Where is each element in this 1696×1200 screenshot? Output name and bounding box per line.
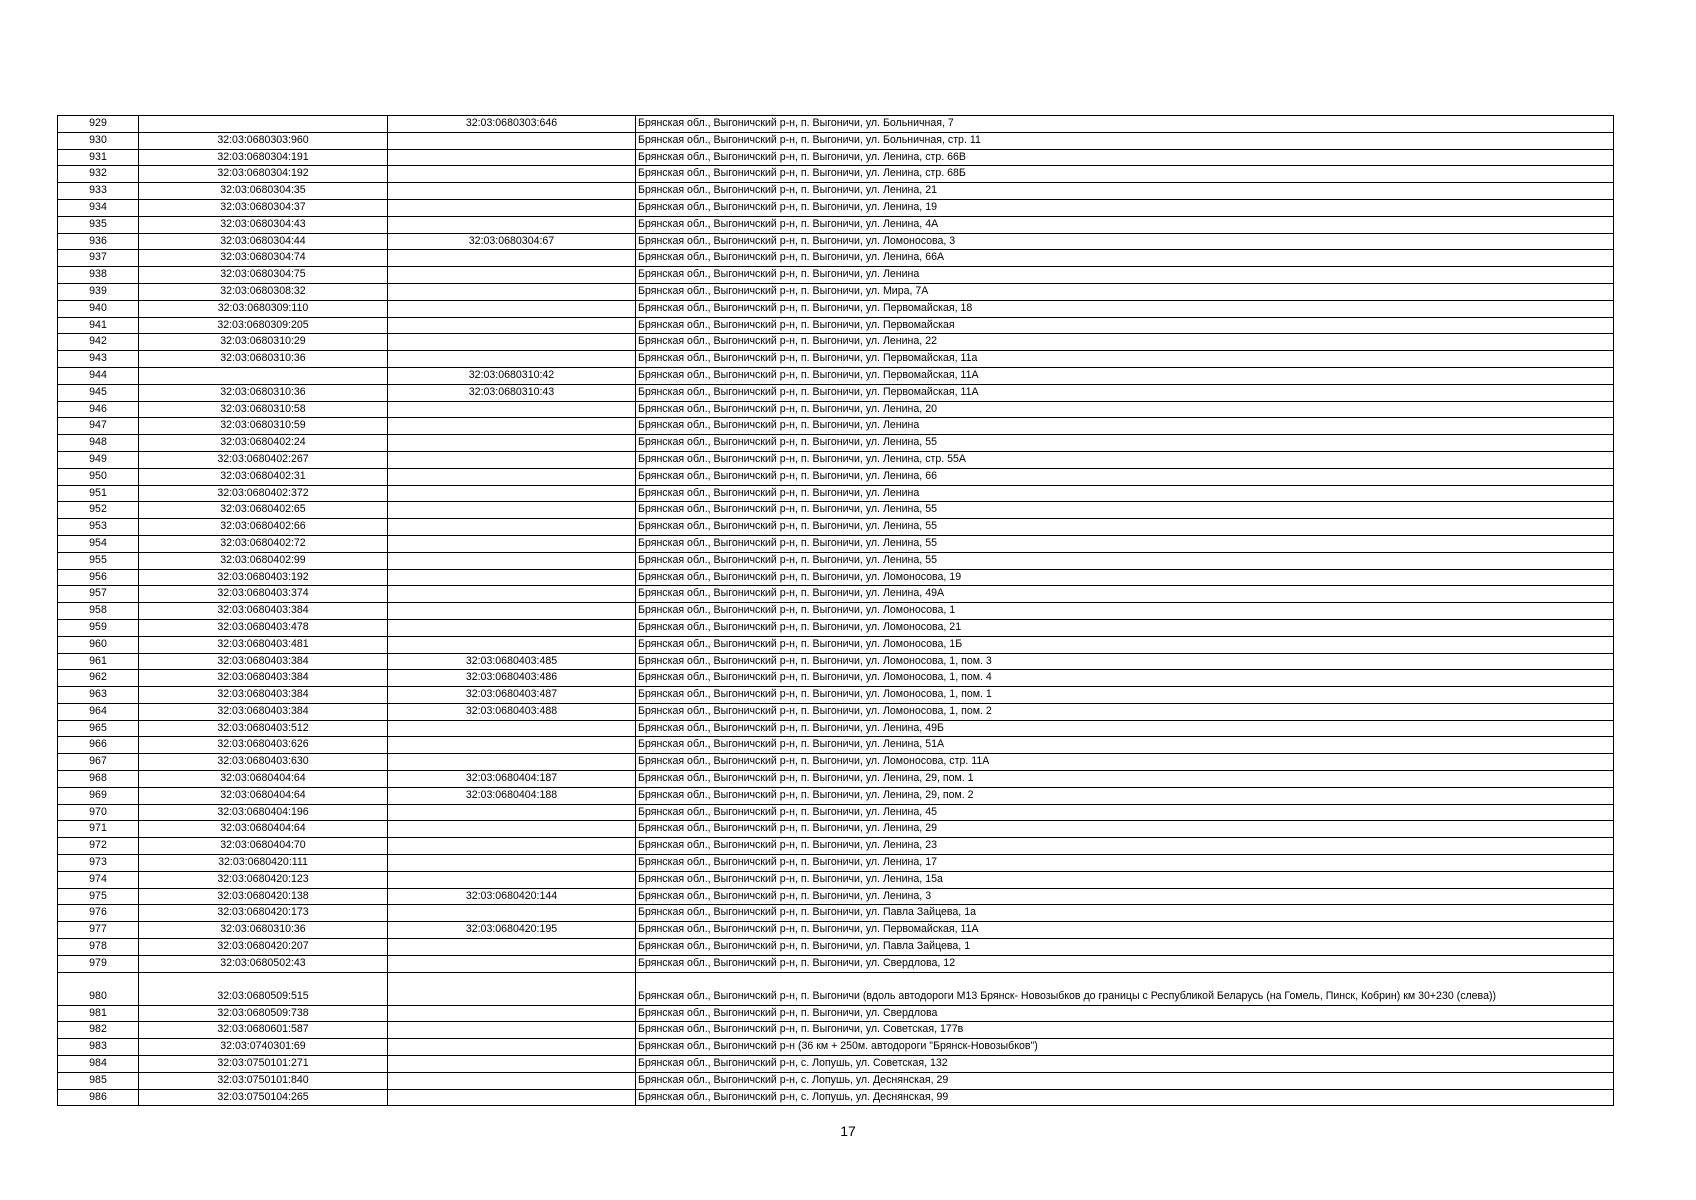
address-cell: Брянская обл., Выгоничский р-н, п. Выгоничи, ул. Свердлова, 12	[636, 955, 1614, 972]
cadastral-number-cell: 32:03:0680404:64	[139, 771, 388, 788]
table-row	[58, 317, 1614, 334]
table-row	[58, 418, 1614, 435]
related-cadastral-number-cell	[388, 737, 636, 754]
table-row	[58, 670, 1614, 687]
related-cadastral-number-cell	[388, 300, 636, 317]
related-cadastral-number-cell	[388, 535, 636, 552]
address-cell: Брянская обл., Выгоничский р-н, п. Выгоничи, ул. Ленина, стр. 68Б	[636, 166, 1614, 183]
address-cell: Брянская обл., Выгоничский р-н, п. Выгоничи, ул. Ленина, 15а	[636, 871, 1614, 888]
address-cell: Брянская обл., Выгоничский р-н, п. Выгоничи, ул. Ленина, 20	[636, 401, 1614, 418]
table-row	[58, 351, 1614, 368]
table-row	[58, 367, 1614, 384]
row-number-cell: 962	[58, 670, 139, 687]
row-number-cell: 945	[58, 384, 139, 401]
cadastral-number-cell	[139, 367, 388, 384]
cadastral-number-cell: 32:03:0680402:99	[139, 552, 388, 569]
address-cell: Брянская обл., Выгоничский р-н, п. Выгоничи, ул. Ломоносова, 3	[636, 233, 1614, 250]
row-number-cell: 974	[58, 871, 139, 888]
row-number-cell: 951	[58, 485, 139, 502]
land-parcel-table	[57, 115, 1614, 1106]
related-cadastral-number-cell	[388, 972, 636, 1005]
cadastral-number-cell: 32:03:0680420:123	[139, 871, 388, 888]
table-row	[58, 821, 1614, 838]
related-cadastral-number-cell: 32:03:0680404:187	[388, 771, 636, 788]
table-row	[58, 334, 1614, 351]
row-number-cell: 985	[58, 1072, 139, 1089]
related-cadastral-number-cell: 32:03:0680420:195	[388, 922, 636, 939]
row-number-cell: 980	[58, 972, 139, 1005]
cadastral-number-cell: 32:03:0680402:72	[139, 535, 388, 552]
row-number-cell: 956	[58, 569, 139, 586]
related-cadastral-number-cell	[388, 720, 636, 737]
address-cell: Брянская обл., Выгоничский р-н, п. Выгоничи, ул. Первомайская	[636, 317, 1614, 334]
related-cadastral-number-cell	[388, 519, 636, 536]
row-number-cell: 983	[58, 1039, 139, 1056]
address-cell: Брянская обл., Выгоничский р-н, п. Выгоничи, ул. Ленина, стр. 55А	[636, 451, 1614, 468]
cadastral-number-cell: 32:03:0680310:29	[139, 334, 388, 351]
cadastral-number-cell: 32:03:0680403:481	[139, 636, 388, 653]
table-row	[58, 905, 1614, 922]
row-number-cell: 961	[58, 653, 139, 670]
address-cell: Брянская обл., Выгоничский р-н, п. Выгоничи, ул. Ленина, 45	[636, 804, 1614, 821]
related-cadastral-number-cell	[388, 317, 636, 334]
table-row	[58, 1072, 1614, 1089]
row-number-cell: 968	[58, 771, 139, 788]
related-cadastral-number-cell	[388, 552, 636, 569]
row-number-cell: 978	[58, 939, 139, 956]
table-row	[58, 586, 1614, 603]
address-cell: Брянская обл., Выгоничский р-н, п. Выгоничи, ул. Ломоносова, 1, пом. 4	[636, 670, 1614, 687]
row-number-cell: 938	[58, 267, 139, 284]
row-number-cell: 958	[58, 603, 139, 620]
cadastral-number-cell: 32:03:0680404:196	[139, 804, 388, 821]
row-number-cell: 970	[58, 804, 139, 821]
table-row	[58, 283, 1614, 300]
cadastral-number-cell: 32:03:0680502:43	[139, 955, 388, 972]
cadastral-number-cell: 32:03:0680304:192	[139, 166, 388, 183]
related-cadastral-number-cell	[388, 451, 636, 468]
row-number-cell: 965	[58, 720, 139, 737]
table-row	[58, 199, 1614, 216]
address-cell: Брянская обл., Выгоничский р-н, п. Выгоничи, ул. Ленина, 3	[636, 888, 1614, 905]
cadastral-number-cell: 32:03:0680309:110	[139, 300, 388, 317]
address-cell: Брянская обл., Выгоничский р-н, п. Выгоничи (вдоль автодороги М13 Брянск- Новозыбков до границы с Республикой Беларусь (на Гомель, Пинск, Кобрин) км 30+230 (слева))	[636, 972, 1614, 1005]
page-number: 17	[840, 1123, 856, 1139]
cadastral-number-cell: 32:03:0680402:267	[139, 451, 388, 468]
address-cell: Брянская обл., Выгоничский р-н, п. Выгоничи, ул. Ленина, 49Б	[636, 720, 1614, 737]
row-number-cell: 944	[58, 367, 139, 384]
address-cell: Брянская обл., Выгоничский р-н, п. Выгоничи, ул. Ломоносова, 1, пом. 3	[636, 653, 1614, 670]
address-cell: Брянская обл., Выгоничский р-н, п. Выгоничи, ул. Больничная, 7	[636, 116, 1614, 133]
related-cadastral-number-cell	[388, 267, 636, 284]
address-cell: Брянская обл., Выгоничский р-н, п. Выгоничи, ул. Ленина, 55	[636, 535, 1614, 552]
table-row	[58, 1039, 1614, 1056]
address-cell: Брянская обл., Выгоничский р-н, п. Выгоничи, ул. Ломоносова, стр. 11А	[636, 754, 1614, 771]
cadastral-number-cell: 32:03:0680310:36	[139, 922, 388, 939]
related-cadastral-number-cell	[388, 754, 636, 771]
cadastral-number-cell: 32:03:0680509:515	[139, 972, 388, 1005]
row-number-cell: 959	[58, 619, 139, 636]
related-cadastral-number-cell	[388, 804, 636, 821]
row-number-cell: 940	[58, 300, 139, 317]
address-cell: Брянская обл., Выгоничский р-н, п. Выгоничи, ул. Ломоносова, 19	[636, 569, 1614, 586]
cadastral-number-cell: 32:03:0750101:840	[139, 1072, 388, 1089]
related-cadastral-number-cell	[388, 1005, 636, 1022]
table-row	[58, 183, 1614, 200]
row-number-cell: 947	[58, 418, 139, 435]
cadastral-number-cell: 32:03:0680303:960	[139, 132, 388, 149]
address-cell: Брянская обл., Выгоничский р-н, п. Выгоничи, ул. Ленина, 55	[636, 435, 1614, 452]
cadastral-number-cell: 32:03:0680308:32	[139, 283, 388, 300]
row-number-cell: 966	[58, 737, 139, 754]
address-cell: Брянская обл., Выгоничский р-н, п. Выгоничи, ул. Ленина, 29, пом. 1	[636, 771, 1614, 788]
row-number-cell: 948	[58, 435, 139, 452]
related-cadastral-number-cell: 32:03:0680403:488	[388, 703, 636, 720]
related-cadastral-number-cell: 32:03:0680420:144	[388, 888, 636, 905]
table-row	[58, 502, 1614, 519]
address-cell: Брянская обл., Выгоничский р-н, п. Выгоничи, ул. Ленина, 66	[636, 468, 1614, 485]
cadastral-number-cell	[139, 116, 388, 133]
address-cell: Брянская обл., Выгоничский р-н, п. Выгоничи, ул. Ленина, 19	[636, 199, 1614, 216]
related-cadastral-number-cell	[388, 435, 636, 452]
address-cell: Брянская обл., Выгоничский р-н, п. Выгоничи, ул. Советская, 177в	[636, 1022, 1614, 1039]
table-row	[58, 485, 1614, 502]
cadastral-number-cell: 32:03:0680304:43	[139, 216, 388, 233]
cadastral-number-cell: 32:03:0680402:372	[139, 485, 388, 502]
address-cell: Брянская обл., Выгоничский р-н, п. Выгоничи, ул. Ленина, 51А	[636, 737, 1614, 754]
table-row	[58, 771, 1614, 788]
related-cadastral-number-cell	[388, 1056, 636, 1073]
cadastral-number-cell: 32:03:0680304:191	[139, 149, 388, 166]
row-number-cell: 932	[58, 166, 139, 183]
related-cadastral-number-cell	[388, 1072, 636, 1089]
cadastral-number-cell: 32:03:0680402:66	[139, 519, 388, 536]
row-number-cell: 964	[58, 703, 139, 720]
related-cadastral-number-cell	[388, 636, 636, 653]
row-number-cell: 946	[58, 401, 139, 418]
table-row	[58, 787, 1614, 804]
cadastral-number-cell: 32:03:0750104:265	[139, 1089, 388, 1106]
row-number-cell: 979	[58, 955, 139, 972]
table-row	[58, 703, 1614, 720]
cadastral-number-cell: 32:03:0680420:111	[139, 855, 388, 872]
row-number-cell: 934	[58, 199, 139, 216]
cadastral-number-cell: 32:03:0680402:24	[139, 435, 388, 452]
row-number-cell: 937	[58, 250, 139, 267]
cadastral-number-cell: 32:03:0680420:173	[139, 905, 388, 922]
address-cell: Брянская обл., Выгоничский р-н, п. Выгоничи, ул. Ленина	[636, 267, 1614, 284]
address-cell: Брянская обл., Выгоничский р-н, п. Выгоничи, ул. Ломоносова, 1, пом. 2	[636, 703, 1614, 720]
table-row	[58, 1056, 1614, 1073]
table-row	[58, 216, 1614, 233]
row-number-cell: 942	[58, 334, 139, 351]
table-row	[58, 569, 1614, 586]
row-number-cell: 982	[58, 1022, 139, 1039]
row-number-cell: 977	[58, 922, 139, 939]
cadastral-number-cell: 32:03:0680304:44	[139, 233, 388, 250]
row-number-cell: 981	[58, 1005, 139, 1022]
row-number-cell: 939	[58, 283, 139, 300]
row-number-cell: 950	[58, 468, 139, 485]
table-row	[58, 166, 1614, 183]
cadastral-number-cell: 32:03:0680402:65	[139, 502, 388, 519]
address-cell: Брянская обл., Выгоничский р-н, п. Выгоничи, ул. Ленина, 29, пом. 2	[636, 787, 1614, 804]
cadastral-number-cell: 32:03:0740301:69	[139, 1039, 388, 1056]
row-number-cell: 949	[58, 451, 139, 468]
table-row	[58, 384, 1614, 401]
address-cell: Брянская обл., Выгоничский р-н, п. Выгоничи, ул. Ломоносова, 1	[636, 603, 1614, 620]
related-cadastral-number-cell	[388, 149, 636, 166]
cadastral-number-cell: 32:03:0680403:626	[139, 737, 388, 754]
cadastral-number-cell: 32:03:0680403:384	[139, 670, 388, 687]
related-cadastral-number-cell	[388, 183, 636, 200]
address-cell: Брянская обл., Выгоничский р-н, п. Выгоничи, ул. Мира, 7А	[636, 283, 1614, 300]
cadastral-number-cell: 32:03:0680403:512	[139, 720, 388, 737]
address-cell: Брянская обл., Выгоничский р-н, п. Выгоничи, ул. Ломоносова, 21	[636, 619, 1614, 636]
row-number-cell: 967	[58, 754, 139, 771]
table-body	[58, 116, 1614, 1106]
address-cell: Брянская обл., Выгоничский р-н, п. Выгоничи, ул. Ленина, 29	[636, 821, 1614, 838]
address-cell: Брянская обл., Выгоничский р-н, п. Выгоничи, ул. Первомайская, 18	[636, 300, 1614, 317]
cadastral-number-cell: 32:03:0680402:31	[139, 468, 388, 485]
related-cadastral-number-cell	[388, 351, 636, 368]
table-row	[58, 468, 1614, 485]
cadastral-number-cell: 32:03:0680420:138	[139, 888, 388, 905]
table-row	[58, 754, 1614, 771]
row-number-cell: 931	[58, 149, 139, 166]
related-cadastral-number-cell: 32:03:0680304:67	[388, 233, 636, 250]
cadastral-number-cell: 32:03:0680403:192	[139, 569, 388, 586]
cadastral-number-cell: 32:03:0680309:205	[139, 317, 388, 334]
related-cadastral-number-cell	[388, 619, 636, 636]
table-row	[58, 1005, 1614, 1022]
table-row	[58, 922, 1614, 939]
related-cadastral-number-cell	[388, 216, 636, 233]
cadastral-number-cell: 32:03:0680601:587	[139, 1022, 388, 1039]
address-cell: Брянская обл., Выгоничский р-н, п. Выгоничи, ул. Ленина, стр. 66В	[636, 149, 1614, 166]
related-cadastral-number-cell	[388, 199, 636, 216]
address-cell: Брянская обл., Выгоничский р-н, п. Выгоничи, ул. Павла Зайцева, 1	[636, 939, 1614, 956]
related-cadastral-number-cell	[388, 283, 636, 300]
row-number-cell: 960	[58, 636, 139, 653]
related-cadastral-number-cell	[388, 569, 636, 586]
cadastral-number-cell: 32:03:0680403:384	[139, 653, 388, 670]
address-cell: Брянская обл., Выгоничский р-н, п. Выгоничи, ул. Ленина, 49А	[636, 586, 1614, 603]
related-cadastral-number-cell: 32:03:0680404:188	[388, 787, 636, 804]
table-row	[58, 519, 1614, 536]
row-number-cell: 935	[58, 216, 139, 233]
related-cadastral-number-cell	[388, 502, 636, 519]
related-cadastral-number-cell: 32:03:0680310:42	[388, 367, 636, 384]
address-cell: Брянская обл., Выгоничский р-н, п. Выгоничи, ул. Больничная, стр. 11	[636, 132, 1614, 149]
address-cell: Брянская обл., Выгоничский р-н, с. Лопушь, ул. Советская, 132	[636, 1056, 1614, 1073]
table-row	[58, 737, 1614, 754]
table-row	[58, 603, 1614, 620]
address-cell: Брянская обл., Выгоничский р-н, п. Выгоничи, ул. Ленина	[636, 418, 1614, 435]
related-cadastral-number-cell	[388, 821, 636, 838]
related-cadastral-number-cell	[388, 603, 636, 620]
related-cadastral-number-cell	[388, 955, 636, 972]
address-cell: Брянская обл., Выгоничский р-н, п. Выгоничи, ул. Свердлова	[636, 1005, 1614, 1022]
table-row	[58, 552, 1614, 569]
table-row	[58, 619, 1614, 636]
table-row	[58, 1022, 1614, 1039]
table-row	[58, 401, 1614, 418]
related-cadastral-number-cell	[388, 855, 636, 872]
table-row	[58, 636, 1614, 653]
row-number-cell: 941	[58, 317, 139, 334]
table-row	[58, 838, 1614, 855]
cadastral-number-cell: 32:03:0680304:35	[139, 183, 388, 200]
related-cadastral-number-cell	[388, 250, 636, 267]
cadastral-number-cell: 32:03:0680310:58	[139, 401, 388, 418]
table-row	[58, 804, 1614, 821]
address-cell: Брянская обл., Выгоничский р-н, п. Выгоничи, ул. Ленина	[636, 485, 1614, 502]
address-cell: Брянская обл., Выгоничский р-н, п. Выгоничи, ул. Ленина, 55	[636, 552, 1614, 569]
related-cadastral-number-cell: 32:03:0680303:646	[388, 116, 636, 133]
related-cadastral-number-cell: 32:03:0680403:486	[388, 670, 636, 687]
related-cadastral-number-cell	[388, 132, 636, 149]
table-row	[58, 871, 1614, 888]
related-cadastral-number-cell	[388, 334, 636, 351]
row-number-cell: 975	[58, 888, 139, 905]
cadastral-number-cell: 32:03:0680304:74	[139, 250, 388, 267]
address-cell: Брянская обл., Выгоничский р-н, п. Выгоничи, ул. Ленина, 17	[636, 855, 1614, 872]
cadastral-number-cell: 32:03:0750101:271	[139, 1056, 388, 1073]
cadastral-number-cell: 32:03:0680304:37	[139, 199, 388, 216]
table-row	[58, 451, 1614, 468]
cadastral-number-cell: 32:03:0680403:384	[139, 603, 388, 620]
table-row	[58, 855, 1614, 872]
related-cadastral-number-cell: 32:03:0680403:487	[388, 687, 636, 704]
related-cadastral-number-cell	[388, 166, 636, 183]
row-number-cell: 943	[58, 351, 139, 368]
table-row	[58, 233, 1614, 250]
cadastral-number-cell: 32:03:0680403:630	[139, 754, 388, 771]
related-cadastral-number-cell	[388, 1089, 636, 1106]
address-cell: Брянская обл., Выгоничский р-н, п. Выгоничи, ул. Первомайская, 11а	[636, 351, 1614, 368]
row-number-cell: 954	[58, 535, 139, 552]
row-number-cell: 972	[58, 838, 139, 855]
row-number-cell: 952	[58, 502, 139, 519]
row-number-cell: 984	[58, 1056, 139, 1073]
row-number-cell: 971	[58, 821, 139, 838]
cadastral-number-cell: 32:03:0680404:64	[139, 787, 388, 804]
row-number-cell: 957	[58, 586, 139, 603]
row-number-cell: 963	[58, 687, 139, 704]
related-cadastral-number-cell	[388, 401, 636, 418]
table-row	[58, 687, 1614, 704]
related-cadastral-number-cell	[388, 905, 636, 922]
related-cadastral-number-cell	[388, 485, 636, 502]
cadastral-number-cell: 32:03:0680509:738	[139, 1005, 388, 1022]
cadastral-number-cell: 32:03:0680304:75	[139, 267, 388, 284]
table-row	[58, 955, 1614, 972]
cadastral-number-cell: 32:03:0680403:384	[139, 703, 388, 720]
cadastral-number-cell: 32:03:0680404:64	[139, 821, 388, 838]
cadastral-number-cell: 32:03:0680403:478	[139, 619, 388, 636]
cadastral-number-cell: 32:03:0680404:70	[139, 838, 388, 855]
address-cell: Брянская обл., Выгоничский р-н, п. Выгоничи, ул. Ленина, 55	[636, 519, 1614, 536]
table-row	[58, 535, 1614, 552]
table-row	[58, 132, 1614, 149]
cadastral-number-cell: 32:03:0680403:384	[139, 687, 388, 704]
address-cell: Брянская обл., Выгоничский р-н, п. Выгоничи, ул. Ленина, 22	[636, 334, 1614, 351]
address-cell: Брянская обл., Выгоничский р-н, п. Выгоничи, ул. Ленина, 66А	[636, 250, 1614, 267]
table-row	[58, 116, 1614, 133]
row-number-cell: 976	[58, 905, 139, 922]
related-cadastral-number-cell	[388, 418, 636, 435]
row-number-cell: 986	[58, 1089, 139, 1106]
address-cell: Брянская обл., Выгоничский р-н, п. Выгоничи, ул. Ленина, 55	[636, 502, 1614, 519]
cadastral-number-cell: 32:03:0680310:36	[139, 351, 388, 368]
address-cell: Брянская обл., Выгоничский р-н, п. Выгоничи, ул. Ленина, 4А	[636, 216, 1614, 233]
related-cadastral-number-cell	[388, 939, 636, 956]
address-cell: Брянская обл., Выгоничский р-н, п. Выгоничи, ул. Первомайская, 11А	[636, 367, 1614, 384]
table-row	[58, 250, 1614, 267]
table-row	[58, 435, 1614, 452]
address-cell: Брянская обл., Выгоничский р-н (36 км + 250м. автодороги "Брянск-Новозыбков")	[636, 1039, 1614, 1056]
related-cadastral-number-cell	[388, 871, 636, 888]
row-number-cell: 969	[58, 787, 139, 804]
cadastral-number-cell: 32:03:0680420:207	[139, 939, 388, 956]
row-number-cell: 930	[58, 132, 139, 149]
related-cadastral-number-cell	[388, 1039, 636, 1056]
address-cell: Брянская обл., Выгоничский р-н, с. Лопушь, ул. Деснянская, 29	[636, 1072, 1614, 1089]
row-number-cell: 953	[58, 519, 139, 536]
cadastral-number-cell: 32:03:0680403:374	[139, 586, 388, 603]
address-cell: Брянская обл., Выгоничский р-н, с. Лопушь, ул. Деснянская, 99	[636, 1089, 1614, 1106]
table-row	[58, 267, 1614, 284]
address-cell: Брянская обл., Выгоничский р-н, п. Выгоничи, ул. Ломоносова, 1, пом. 1	[636, 687, 1614, 704]
related-cadastral-number-cell	[388, 468, 636, 485]
address-cell: Брянская обл., Выгоничский р-н, п. Выгоничи, ул. Ленина, 23	[636, 838, 1614, 855]
row-number-cell: 929	[58, 116, 139, 133]
table-row	[58, 1089, 1614, 1106]
cadastral-number-cell: 32:03:0680310:36	[139, 384, 388, 401]
cadastral-number-cell: 32:03:0680310:59	[139, 418, 388, 435]
related-cadastral-number-cell	[388, 838, 636, 855]
related-cadastral-number-cell	[388, 1022, 636, 1039]
address-cell: Брянская обл., Выгоничский р-н, п. Выгоничи, ул. Ленина, 21	[636, 183, 1614, 200]
row-number-cell: 933	[58, 183, 139, 200]
table-row	[58, 300, 1614, 317]
related-cadastral-number-cell: 32:03:0680310:43	[388, 384, 636, 401]
address-cell: Брянская обл., Выгоничский р-н, п. Выгоничи, ул. Первомайская, 11А	[636, 922, 1614, 939]
table-row	[58, 972, 1614, 1005]
related-cadastral-number-cell: 32:03:0680403:485	[388, 653, 636, 670]
related-cadastral-number-cell	[388, 586, 636, 603]
table-row	[58, 149, 1614, 166]
row-number-cell: 955	[58, 552, 139, 569]
row-number-cell: 973	[58, 855, 139, 872]
table-row	[58, 888, 1614, 905]
table-row	[58, 939, 1614, 956]
address-cell: Брянская обл., Выгоничский р-н, п. Выгоничи, ул. Первомайская, 11А	[636, 384, 1614, 401]
table-row	[58, 720, 1614, 737]
row-number-cell: 936	[58, 233, 139, 250]
address-cell: Брянская обл., Выгоничский р-н, п. Выгоничи, ул. Павла Зайцева, 1а	[636, 905, 1614, 922]
table-row	[58, 653, 1614, 670]
address-cell: Брянская обл., Выгоничский р-н, п. Выгоничи, ул. Ломоносова, 1Б	[636, 636, 1614, 653]
